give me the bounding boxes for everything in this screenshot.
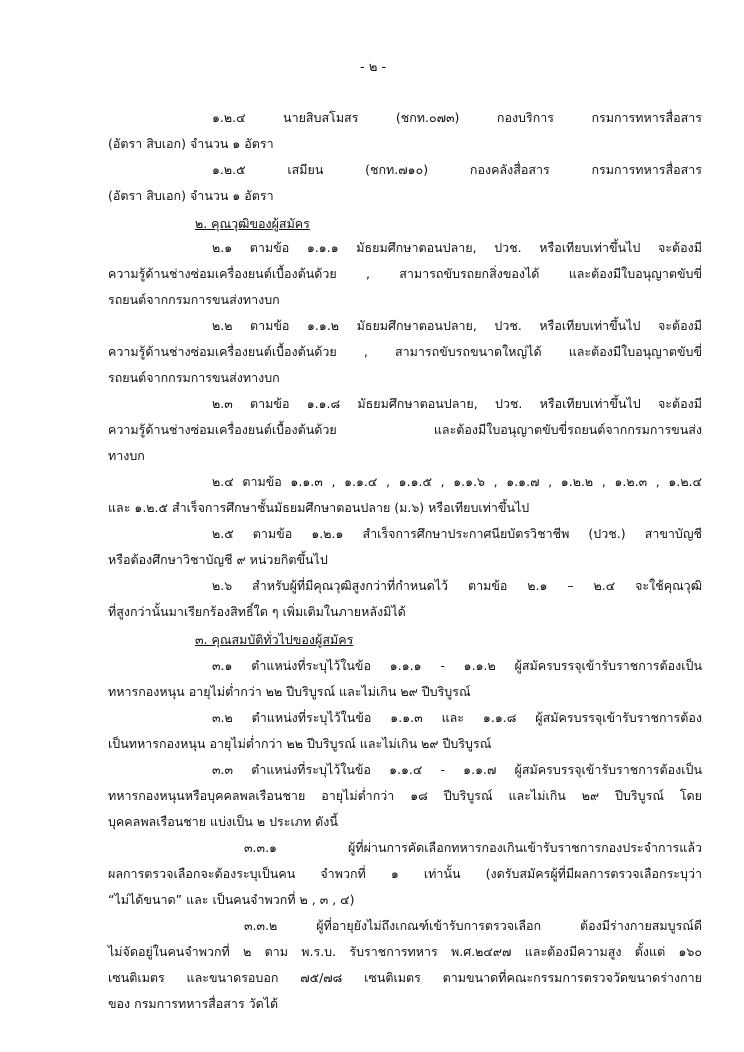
section-heading: ๒. คุณวุฒิของผู้สมัคร: [195, 216, 310, 231]
paragraph-line: รถยนต์จากกรมการขนส่งทางบก: [108, 292, 280, 307]
page-number: - ๒ -: [360, 60, 387, 75]
paragraph-line: ความรู้ด้านช่างซ่อมเครื่องยนต์เบื้องต้นด้วย , สามารถขับรถขนาดใหญ่ได้ และต้องมีใบอนุญาตขับขี่: [108, 344, 702, 359]
paragraph-line: รถยนต์จากกรมการขนส่งทางบก: [108, 370, 280, 385]
paragraph-line: ๒.๖ สำหรับผู้ที่มีคุณวุฒิสูงกว่าที่กำหนดไว้ ตามข้อ ๒.๑ – ๒.๔ จะใช้คุณวุฒิ: [212, 578, 702, 593]
paragraph-line: ทหารกองหนุนหรือบุคคลพลเรือนชาย อายุไม่ต่ำกว่า ๑๘ ปีบริบูรณ์ และไม่เกิน ๒๙ ปีบริบูรณ์ โดย: [108, 788, 702, 803]
paragraph-line: ๓.๓.๑ ผู้ที่ผ่านการคัดเลือกทหารกองเกินเข้ารับราชการกองประจำการแล้ว: [244, 840, 702, 855]
paragraph-line: ที่สูงกว่านั้นมาเรียกร้องสิทธิ์ใด ๆ เพิ่มเติมในภายหลังมิได้: [108, 604, 406, 619]
paragraph-line: “ไม่ได้ขนาด” และ เป็นคนจำพวกที่ ๒ , ๓ , ๔): [108, 892, 355, 907]
paragraph-line: และ ๑.๒.๕ สำเร็จการศึกษาชั้นมัธยมศึกษาตอนปลาย (ม.๖) หรือเทียบเท่าขึ้นไป: [108, 500, 530, 515]
paragraph-line: ๑.๒.๔ นายสิบสโมสร (ชกท.๐๗๓) กองบริการ กรมการทหารสื่อสาร: [212, 110, 702, 125]
paragraph-line: ๑.๒.๕ เสมียน (ชกท.๗๑๐) กองคลังสื่อสาร กรมการทหารสื่อสาร: [212, 162, 702, 177]
paragraph-line: ๒.๒ ตามข้อ ๑.๑.๒ มัธยมศึกษาตอนปลาย, ปวช. หรือเทียบเท่าขึ้นไป จะต้องมี: [212, 318, 702, 333]
paragraph-line: หรือต้องศึกษาวิชาบัญชี ๙ หน่วยกิตขึ้นไป: [108, 552, 328, 567]
paragraph-line: ๒.๓ ตามข้อ ๑.๑.๘ มัธยมศึกษาตอนปลาย, ปวช. หรือเทียบเท่าขึ้นไป จะต้องมี: [212, 396, 702, 411]
paragraph-line: ๓.๓.๒ ผู้ที่อายุยังไม่ถึงเกณฑ์เข้ารับการตรวจเลือก ต้องมีร่างกายสมบูรณ์ดี: [244, 918, 702, 933]
paragraph-line: (อัตรา สิบเอก) จำนวน ๑ อัตรา: [108, 136, 274, 151]
paragraph-line: ๓.๒ ตำแหน่งที่ระบุไว้ในข้อ ๑.๑.๓ และ ๑.๑.๘ ผู้สมัครบรรจุเข้ารับราชการต้อง: [212, 710, 702, 725]
paragraph-line: ผลการตรวจเลือกจะต้องระบุเป็นคน จำพวกที่ ๑ เท่านั้น (งดรับสมัครผู้ที่มีผลการตรวจเลือกระบุว่า: [108, 866, 702, 881]
paragraph-line: ๓.๓ ตำแหน่งที่ระบุไว้ในข้อ ๑.๑.๔ - ๑.๑.๗ ผู้สมัครบรรจุเข้ารับราชการต้องเป็น: [212, 762, 702, 777]
paragraph-line: ๓.๑ ตำแหน่งที่ระบุไว้ในข้อ ๑.๑.๑ - ๑.๑.๒ ผู้สมัครบรรจุเข้ารับราชการต้องเป็น: [212, 658, 702, 673]
section-heading: ๓. คุณสมบัติทั่วไปของผู้สมัคร: [195, 632, 354, 647]
paragraph-line: เซนติเมตร และขนาดรอบอก ๗๕/๗๘ เซนติเมตร ตามขนาดที่คณะกรรมการตรวจวัดขนาดร่างกาย: [108, 970, 702, 985]
paragraph-line: ความรู้ด้านช่างซ่อมเครื่องยนต์เบื้องต้นด้วย และต้องมีใบอนุญาตขับขี่รถยนต์จากกรมการขนส่ง: [108, 422, 702, 437]
paragraph-line: ทหารกองหนุน อายุไม่ต่ำกว่า ๒๒ ปีบริบูรณ์ และไม่เกิน ๒๙ ปีบริบูรณ์: [108, 684, 471, 699]
paragraph-line: ไม่จัดอยู่ในคนจำพวกที่ ๒ ตาม พ.ร.บ. รับราชการทหาร พ.ศ.๒๔๙๗ และต้องมีความสูง ตั้งแต่ ๑๖๐: [108, 944, 702, 959]
paragraph-line: ๒.๕ ตามข้อ ๑.๒.๑ สำเร็จการศึกษาประกาศนียบัตรวิชาชีพ (ปวช.) สาขาบัญชี: [212, 526, 702, 541]
paragraph-line: ๒.๑ ตามข้อ ๑.๑.๑ มัธยมศึกษาตอนปลาย, ปวช. หรือเทียบเท่าขึ้นไป จะต้องมี: [212, 240, 702, 255]
paragraph-line: ของ กรมการทหารสื่อสาร วัดได้: [108, 996, 279, 1011]
paragraph-line: บุคคลพลเรือนชาย แบ่งเป็น ๒ ประเภท ดังนี้: [108, 814, 338, 829]
paragraph-line: ความรู้ด้านช่างซ่อมเครื่องยนต์เบื้องต้นด้วย , สามารถขับรถยกสิ่งของได้ และต้องมีใบอนุญาตขับขี่: [108, 266, 702, 281]
paragraph-line: ๒.๔ ตามข้อ ๑.๑.๓ , ๑.๑.๔ , ๑.๑.๕ , ๑.๑.๖ , ๑.๑.๗ , ๑.๒.๒ , ๑.๒.๓ , ๑.๒.๔: [212, 474, 702, 489]
paragraph-line: ทางบก: [108, 448, 145, 463]
paragraph-line: (อัตรา สิบเอก) จำนวน ๑ อัตรา: [108, 188, 274, 203]
paragraph-line: เป็นทหารกองหนุน อายุไม่ต่ำกว่า ๒๒ ปีบริบูรณ์ และไม่เกิน ๒๙ ปีบริบูรณ์: [108, 736, 492, 751]
